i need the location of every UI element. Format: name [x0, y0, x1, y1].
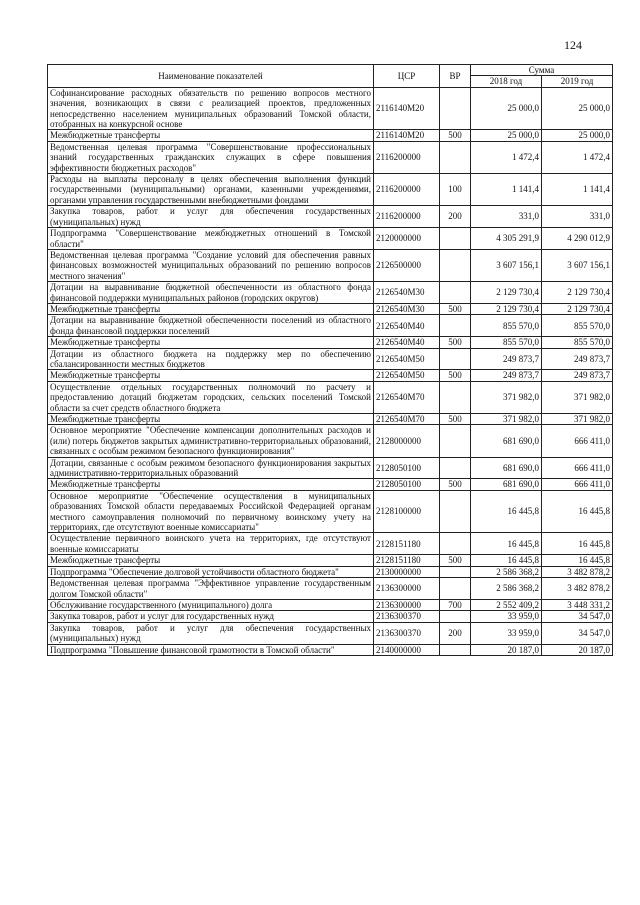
row-value-2019: 666 411,0 [542, 425, 613, 457]
row-value-2019: 1 141,4 [542, 174, 613, 206]
table-row [48, 490, 613, 533]
row-csr: 2120000000 [374, 228, 440, 250]
table-row [48, 370, 613, 381]
row-value-2019: 16 445,8 [542, 533, 613, 555]
table-row [48, 599, 613, 610]
row-name: Ведомственная целевая программа "Создание условий для обеспечения равных финансовых возможностей муниципальных образований по решению вопросов местного значения" [48, 249, 374, 281]
row-value-2019: 20 187,0 [542, 644, 613, 655]
table-row [48, 644, 613, 655]
row-value-2018: 371 982,0 [471, 381, 542, 413]
row-vr [440, 578, 471, 600]
row-csr: 2128050100 [374, 479, 440, 490]
table-row [48, 414, 613, 425]
row-value-2018: 25 000,0 [471, 130, 542, 141]
row-name: Межбюджетные трансферты [48, 303, 374, 314]
row-csr: 2128151180 [374, 555, 440, 566]
row-csr: 2116140M20 [374, 87, 440, 130]
row-value-2018: 33 959,0 [471, 611, 542, 622]
row-vr: 500 [440, 414, 471, 425]
row-vr [440, 533, 471, 555]
table-row [48, 174, 613, 206]
row-vr: 100 [440, 174, 471, 206]
row-value-2019: 25 000,0 [542, 87, 613, 130]
row-value-2018: 2 129 730,4 [471, 282, 542, 304]
row-vr [440, 282, 471, 304]
table-row [48, 348, 613, 370]
budget-table [47, 64, 613, 656]
row-csr: 2136300370 [374, 611, 440, 622]
row-name: Осуществление первичного воинского учета на территориях, где отсутствуют военные комиссариаты [48, 533, 374, 555]
row-name: Межбюджетные трансферты [48, 130, 374, 141]
row-value-2019: 16 445,8 [542, 490, 613, 533]
row-vr: 500 [440, 337, 471, 348]
row-vr [440, 566, 471, 577]
table-row [48, 249, 613, 281]
row-vr [440, 87, 471, 130]
row-value-2018: 2 586 368,2 [471, 578, 542, 600]
row-value-2019: 666 411,0 [542, 457, 613, 479]
row-value-2019: 4 290 012,9 [542, 228, 613, 250]
row-name: Обслуживание государственного (муниципального) долга [48, 599, 374, 610]
row-name: Подпрограмма "Обеспечение долговой устойчивости областного бюджета" [48, 566, 374, 577]
row-csr: 2128100000 [374, 490, 440, 533]
table-row [48, 130, 613, 141]
row-value-2018: 25 000,0 [471, 87, 542, 130]
row-csr: 2126540M30 [374, 303, 440, 314]
row-name: Межбюджетные трансферты [48, 414, 374, 425]
row-value-2018: 249 873,7 [471, 370, 542, 381]
table-row [48, 566, 613, 577]
row-value-2019: 249 873,7 [542, 348, 613, 370]
row-value-2019: 1 472,4 [542, 141, 613, 173]
row-csr: 2126500000 [374, 249, 440, 281]
row-vr [440, 315, 471, 337]
row-csr: 2136300370 [374, 622, 440, 644]
row-name: Межбюджетные трансферты [48, 479, 374, 490]
row-value-2019: 34 547,0 [542, 622, 613, 644]
row-value-2019: 855 570,0 [542, 315, 613, 337]
row-value-2018: 16 445,8 [471, 555, 542, 566]
row-value-2019: 371 982,0 [542, 381, 613, 413]
header-csr: ЦСР [374, 65, 440, 88]
row-value-2018: 16 445,8 [471, 533, 542, 555]
row-csr: 2130000000 [374, 566, 440, 577]
row-name: Подпрограмма "Повышение финансовой грамотности в Томской области" [48, 644, 374, 655]
row-value-2019: 3 482 878,2 [542, 578, 613, 600]
row-name: Дотации на выравнивание бюджетной обеспеченности поселений из областного фонда финансовой поддержки поселений [48, 315, 374, 337]
row-vr: 500 [440, 555, 471, 566]
row-value-2019: 855 570,0 [542, 337, 613, 348]
row-name: Межбюджетные трансферты [48, 555, 374, 566]
row-csr: 2136300000 [374, 578, 440, 600]
row-name: Закупка товаров, работ и услуг для обеспечения государственных (муниципальных) нужд [48, 622, 374, 644]
row-vr [440, 644, 471, 655]
table-row [48, 457, 613, 479]
header-vr: ВР [440, 65, 471, 88]
row-vr: 500 [440, 479, 471, 490]
row-value-2019: 3 448 331,2 [542, 599, 613, 610]
row-vr: 200 [440, 206, 471, 228]
row-value-2019: 34 547,0 [542, 611, 613, 622]
row-csr: 2140000000 [374, 644, 440, 655]
row-csr: 2126540M40 [374, 315, 440, 337]
row-csr: 2116140M20 [374, 130, 440, 141]
row-vr [440, 228, 471, 250]
row-value-2019: 3 607 156,1 [542, 249, 613, 281]
row-value-2018: 1 141,4 [471, 174, 542, 206]
table-row [48, 282, 613, 304]
row-name: Подпрограмма "Совершенствование межбюджетных отношений в Томской области" [48, 228, 374, 250]
row-name: Закупка товаров, работ и услуг для обеспечения государственных (муниципальных) нужд [48, 206, 374, 228]
row-csr: 2128151180 [374, 533, 440, 555]
row-vr [440, 490, 471, 533]
row-name: Закупка товаров, работ и услуг для государственных нужд [48, 611, 374, 622]
header-sum: Сумма [471, 65, 613, 76]
row-name: Основное мероприятие "Обеспечение компенсации дополнительных расходов и (или) потерь бюджетов закрытых административно-территориальных образований, связанных с особым режимом безопасного функционирования" [48, 425, 374, 457]
row-vr: 200 [440, 622, 471, 644]
table-row [48, 381, 613, 413]
row-vr: 500 [440, 370, 471, 381]
table-row [48, 425, 613, 457]
row-name: Дотации, связанные с особым режимом безопасного функционирования закрытых административно-территориальных образований [48, 457, 374, 479]
header-year-2019: 2019 год [542, 76, 613, 87]
row-vr [440, 348, 471, 370]
row-value-2019: 3 482 878,2 [542, 566, 613, 577]
row-value-2019: 249 873,7 [542, 370, 613, 381]
table-body [48, 87, 613, 655]
header-year-2018: 2018 год [471, 76, 542, 87]
table-row [48, 622, 613, 644]
row-value-2018: 20 187,0 [471, 644, 542, 655]
table-row [48, 578, 613, 600]
row-name: Софинансирование расходных обязательств по решению вопросов местного значения, возникающих в связи с реализацией проектов, предложенных непосредственно населением муниципальных образований Томской области, отобранных на конкурсной основе [48, 87, 374, 130]
row-csr: 2126540M40 [374, 337, 440, 348]
table-row [48, 555, 613, 566]
row-name: Осуществление отдельных государственных полномочий по расчету и предоставлению дотаций бюджетам городских, сельских поселений Томской области за счет средств областного бюджета [48, 381, 374, 413]
table-row [48, 337, 613, 348]
row-value-2019: 16 445,8 [542, 555, 613, 566]
row-name: Ведомственная целевая программа "Совершенствование профессиональных знаний государственных гражданских служащих в сфере повышения эффективности бюджетных расходов" [48, 141, 374, 173]
table-row [48, 87, 613, 130]
row-value-2018: 681 690,0 [471, 457, 542, 479]
table-row [48, 206, 613, 228]
row-value-2018: 2 129 730,4 [471, 303, 542, 314]
row-csr: 2126540M50 [374, 370, 440, 381]
table-row [48, 611, 613, 622]
page-number: 124 [564, 38, 582, 52]
row-csr: 2116200000 [374, 174, 440, 206]
row-csr: 2116200000 [374, 141, 440, 173]
row-csr: 2128050100 [374, 457, 440, 479]
row-csr: 2126540M70 [374, 414, 440, 425]
row-value-2018: 681 690,0 [471, 425, 542, 457]
row-vr: 500 [440, 130, 471, 141]
row-value-2018: 16 445,8 [471, 490, 542, 533]
table-row [48, 315, 613, 337]
row-value-2018: 33 959,0 [471, 622, 542, 644]
row-value-2018: 371 982,0 [471, 414, 542, 425]
row-vr: 700 [440, 599, 471, 610]
row-name: Основное мероприятие "Обеспечение осуществления в муниципальных образованиях Томской области передаваемых Российской Федерацией органам местного самоуправления полномочий по первичному воинскому учету на территориях, где отсутствуют военные комиссариаты" [48, 490, 374, 533]
row-name: Межбюджетные трансферты [48, 337, 374, 348]
row-name: Дотации из областного бюджета на поддержку мер по обеспечению сбалансированности местных бюджетов [48, 348, 374, 370]
row-value-2018: 855 570,0 [471, 315, 542, 337]
row-vr [440, 457, 471, 479]
table-row [48, 303, 613, 314]
row-value-2018: 2 586 368,2 [471, 566, 542, 577]
row-value-2019: 25 000,0 [542, 130, 613, 141]
row-csr: 2126540M30 [374, 282, 440, 304]
row-value-2018: 3 607 156,1 [471, 249, 542, 281]
header-name: Наименование показателей [48, 65, 374, 88]
row-value-2018: 1 472,4 [471, 141, 542, 173]
table-row [48, 533, 613, 555]
row-value-2019: 666 411,0 [542, 479, 613, 490]
row-name: Расходы на выплаты персоналу в целях обеспечения выполнения функций государственными (муниципальными) органами, казенными учреждениями, органами управления государственными внебюджетными фондами [48, 174, 374, 206]
row-vr [440, 381, 471, 413]
row-name: Ведомственная целевая программа "Эффективное управление государственным долгом Томской области" [48, 578, 374, 600]
row-name: Дотации на выравнивание бюджетной обеспеченности из областного фонда финансовой поддержки муниципальных районов (городских округов) [48, 282, 374, 304]
row-value-2019: 331,0 [542, 206, 613, 228]
row-vr: 500 [440, 303, 471, 314]
row-vr [440, 611, 471, 622]
row-csr: 2126540M70 [374, 381, 440, 413]
table-row [48, 141, 613, 173]
row-csr: 2128000000 [374, 425, 440, 457]
row-csr: 2116200000 [374, 206, 440, 228]
row-value-2018: 249 873,7 [471, 348, 542, 370]
row-csr: 2126540M50 [374, 348, 440, 370]
row-value-2019: 371 982,0 [542, 414, 613, 425]
table-row [48, 479, 613, 490]
row-value-2018: 331,0 [471, 206, 542, 228]
row-name: Межбюджетные трансферты [48, 370, 374, 381]
row-value-2019: 2 129 730,4 [542, 303, 613, 314]
row-csr: 2136300000 [374, 599, 440, 610]
table-row [48, 228, 613, 250]
row-vr [440, 141, 471, 173]
row-value-2018: 855 570,0 [471, 337, 542, 348]
row-value-2018: 681 690,0 [471, 479, 542, 490]
row-vr [440, 425, 471, 457]
row-value-2018: 2 552 409,2 [471, 599, 542, 610]
row-vr [440, 249, 471, 281]
row-value-2019: 2 129 730,4 [542, 282, 613, 304]
row-value-2018: 4 305 291,9 [471, 228, 542, 250]
